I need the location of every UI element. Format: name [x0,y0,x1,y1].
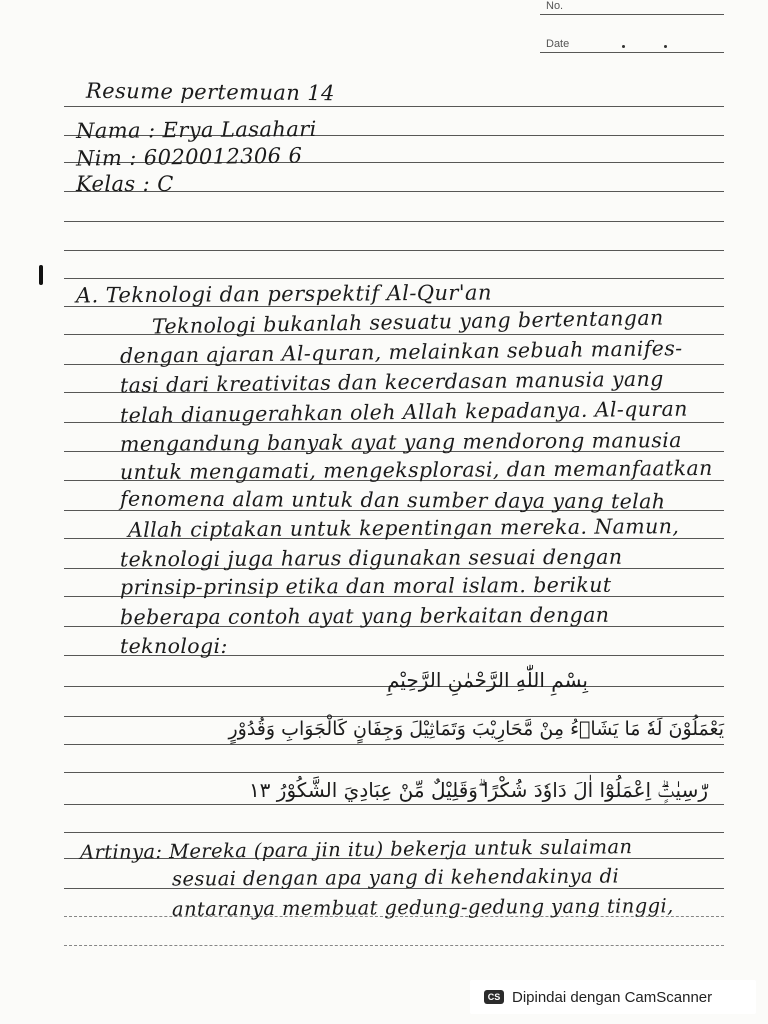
name-line: Nama : Erya Lasahari [75,116,317,144]
binding-mark [39,265,43,285]
camscanner-badge [470,980,756,1014]
date-label: Date [546,38,570,50]
kelas-line: Kelas : C [76,172,174,196]
paragraph-line: dengan ajaran Al-quran, melainkan sebuah manifes- [119,336,683,368]
paragraph-line: telah dianugerahkan oleh Allah kepadanya. Al-quran [119,396,688,428]
ruled-line [64,278,724,279]
paragraph-line: untuk mengamati, mengeksplorasi, dan memanfaatkan [119,455,713,485]
translation-line: sesuai dengan apa yang di kehendakinya di [171,864,620,891]
paragraph-line: mengandung banyak ayat yang mendorong manusia [119,428,682,456]
section-heading: A. Teknologi dan perspektif Al-Qur'an [75,280,492,308]
camscanner-icon: CS [484,990,504,1004]
ruled-line [540,14,724,15]
date-dot [622,45,625,48]
ruled-line [64,945,724,946]
ruled-line [64,772,724,773]
basmala: بِسْمِ اللّٰهِ الرَّحْمٰنِ الرَّحِيْمِ [386,668,588,692]
page-title: Resume pertemuan 14 [85,78,335,106]
ruled-line [64,804,724,805]
camscanner-label: Dipindai dengan CamScanner [512,988,713,1006]
paragraph-line: Teknologi bukanlah sesuatu yang bertentangan [151,305,664,339]
paragraph-line: prinsip-prinsip etika dan moral islam. berikut [119,572,612,600]
paragraph-line: beberapa contoh ayat yang berkaitan dengan [119,602,610,630]
paragraph-line: fenomena alam untuk dan sumber daya yang telah [119,486,666,514]
ruled-line [64,221,724,222]
nim-line: Nim : 6020012306 6 [75,143,303,171]
translation-line: Artinya: Mereka (para jin itu) bekerja untuk sulaiman [79,835,633,864]
ruled-line [64,250,724,251]
no-label: No. [546,0,564,12]
verse-line: يَعْمَلُوْنَ لَهٗ مَا يَشَاۤءُ مِنْ مَّحَارِيْبَ وَتَمَاثِيْلَ وَجِفَانٍ كَالْجَوَابِ وَقُدُوْرٍ [228,718,724,740]
paragraph-line: teknologi juga harus digunakan sesuai dengan [119,544,623,572]
paragraph-line: teknologi: [120,634,228,658]
ruled-line [64,744,724,745]
ruled-line [64,832,724,833]
ruled-line [540,52,724,53]
ruled-line [64,716,724,717]
verse-line: رّٰسِيٰتٍۗ اِعْمَلُوْٓا اٰلَ دَاوٗدَ شُكْرًا ۗوَقَلِيْلٌ مِّنْ عِبَادِيَ الشَّكُوْرُ ١٣ [248,778,708,802]
paragraph-line: tasi dari kreativitas dan kecerdasan manusia yang [119,366,664,398]
date-dot [664,45,667,48]
translation-line: antaranya membuat gedung-gedung yang tinggi, [171,894,674,921]
paragraph-line: Allah ciptakan untuk kepentingan mereka. Namun, [127,514,680,542]
ruled-line [64,106,724,107]
